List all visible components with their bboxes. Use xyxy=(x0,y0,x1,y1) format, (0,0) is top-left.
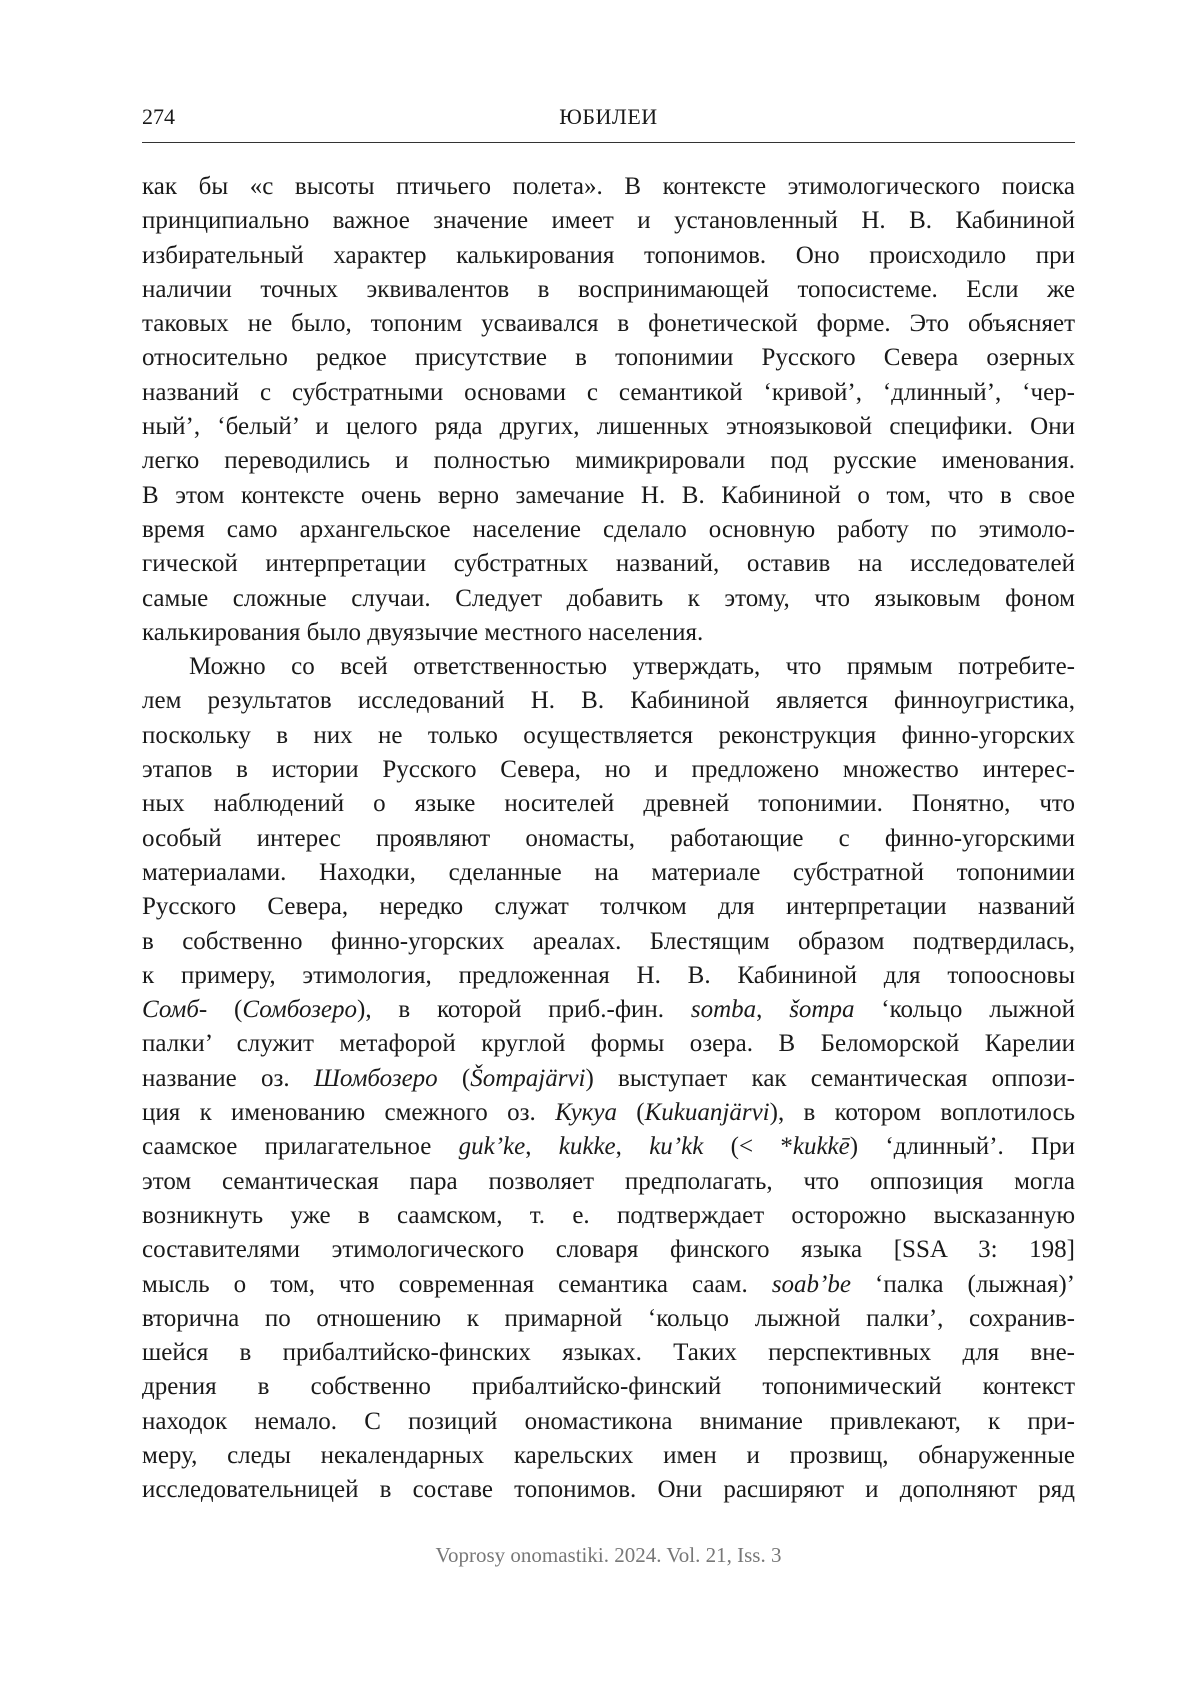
italic-term: ku’kk xyxy=(649,1133,703,1160)
text-line: лем результатов исследований Н. В. Кабининой является финноугристика, xyxy=(142,684,1075,718)
text-line: названий с субстратными основами с семантикой ‘кривой’, ‘длинный’, ‘чер- xyxy=(142,376,1075,410)
text-line: мысль о том, что современная семантика саам. soab’be ‘палка (лыжная)’ xyxy=(142,1268,1075,1302)
text-line: палки’ служит метафорой круглой формы озера. В Беломорской Карелии xyxy=(142,1027,1075,1061)
italic-term: guk’ke xyxy=(459,1133,526,1160)
page-number: 274 xyxy=(142,104,175,130)
text-line: составителями этимологического словаря финского языка [SSA 3: 198] xyxy=(142,1233,1075,1267)
text-line: поскольку в них не только осуществляется реконструкция финно-угорских xyxy=(142,719,1075,753)
text-line: относительно редкое присутствие в топонимии Русского Севера озерных xyxy=(142,341,1075,375)
text-line: таковых не было, топоним усваивался в фонетической форме. Это объясняет xyxy=(142,307,1075,341)
text-line: материалами. Находки, сделанные на материале субстратной топонимии xyxy=(142,856,1075,890)
text-line: легко переводились и полностью мимикрировали под русские именования. xyxy=(142,444,1075,478)
text-line: Русского Севера, нередко служат толчком для интерпретации названий xyxy=(142,890,1075,924)
text-line: в собственно финно-угорских ареалах. Блестящим образом подтвердилась, xyxy=(142,925,1075,959)
text-line: ных наблюдений о языке носителей древней топонимии. Понятно, что xyxy=(142,787,1075,821)
text-line: В этом контексте очень верно замечание Н. В. Кабининой о том, что в свое xyxy=(142,479,1075,513)
text-line: ция к именованию смежного оз. Кукуа (Kukuanjärvi), в котором воплотилось xyxy=(142,1096,1075,1130)
text-line: Сомб- (Сомбозеро), в которой приб.-фин. somba, šompa ‘кольцо лыжной xyxy=(142,993,1075,1027)
text-line: этапов в истории Русского Севера, но и предложено множество интерес- xyxy=(142,753,1075,787)
italic-term: Kukuanjärvi xyxy=(645,1099,770,1126)
text-line: шейся в прибалтийско-финских языках. Таких перспективных для вне- xyxy=(142,1336,1075,1370)
text-line: меру, следы некалендарных карельских имен и прозвищ, обнаруженные xyxy=(142,1439,1075,1473)
text-line: дрения в собственно прибалтийско-финский топонимический контекст xyxy=(142,1370,1075,1404)
text-line: этом семантическая пара позволяет предполагать, что оппозиция могла xyxy=(142,1165,1075,1199)
italic-term: kukke xyxy=(559,1133,616,1160)
text-line: к примеру, этимология, предложенная Н. В. Кабининой для топоосновы xyxy=(142,959,1075,993)
italic-term: kukkē xyxy=(793,1133,850,1160)
text-line: самые сложные случаи. Следует добавить к этому, что языковым фоном xyxy=(142,582,1075,616)
text-line: ный’, ‘белый’ и целого ряда других, лишенных этноязыковой специфики. Они xyxy=(142,410,1075,444)
text-line: саамское прилагательное guk’ke, kukke, ku’kk (< *kukkē) ‘длинный’. При xyxy=(142,1130,1075,1164)
text-line: принципиально важное значение имеет и установленный Н. В. Кабининой xyxy=(142,204,1075,238)
italic-term: somba xyxy=(691,996,756,1023)
text-line: вторична по отношению к примарной ‘кольцо лыжной палки’, сохранив- xyxy=(142,1302,1075,1336)
text-line: как бы «с высоты птичьего полета». В контексте этимологического поиска xyxy=(142,170,1075,204)
journal-footer: Voprosy onomastiki. 2024. Vol. 21, Iss. 3 xyxy=(142,1543,1075,1568)
text-line: время само архангельское население сделало основную работу по этимоло- xyxy=(142,513,1075,547)
body-text xyxy=(142,170,1075,1508)
running-title: ЮБИЛЕИ xyxy=(142,104,1075,130)
italic-term: Сомбозеро xyxy=(242,996,357,1023)
italic-term: Šompajärvi xyxy=(470,1065,585,1092)
italic-term: šompa xyxy=(789,996,854,1023)
italic-term: Шомбозеро xyxy=(314,1065,438,1092)
page-header xyxy=(142,104,1075,143)
text-line: гической интерпретации субстратных названий, оставив на исследователей xyxy=(142,547,1075,581)
italic-term: soab’be xyxy=(772,1271,851,1298)
italic-term: Сомб- xyxy=(142,996,207,1023)
text-line: название оз. Шомбозеро (Šompajärvi) выступает как семантическая оппози- xyxy=(142,1062,1075,1096)
text-line-paragraph-start: Можно со всей ответственностью утверждать, что прямым потребите- xyxy=(142,650,1075,684)
italic-term: Кукуа xyxy=(555,1099,617,1126)
text-line-paragraph-end: калькирования было двуязычие местного населения. xyxy=(142,616,1075,650)
text-line: возникнуть уже в саамском, т. е. подтверждает осторожно высказанную xyxy=(142,1199,1075,1233)
text-line: избирательный характер калькирования топонимов. Оно происходило при xyxy=(142,239,1075,273)
text-line: наличии точных эквивалентов в воспринимающей топосистеме. Если же xyxy=(142,273,1075,307)
text-line: особый интерес проявляют ономасты, работающие с финно-угорскими xyxy=(142,822,1075,856)
text-line: исследовательницей в составе топонимов. Они расширяют и дополняют ряд xyxy=(142,1473,1075,1507)
text-line: находок немало. С позиций ономастикона внимание привлекают, к при- xyxy=(142,1405,1075,1439)
